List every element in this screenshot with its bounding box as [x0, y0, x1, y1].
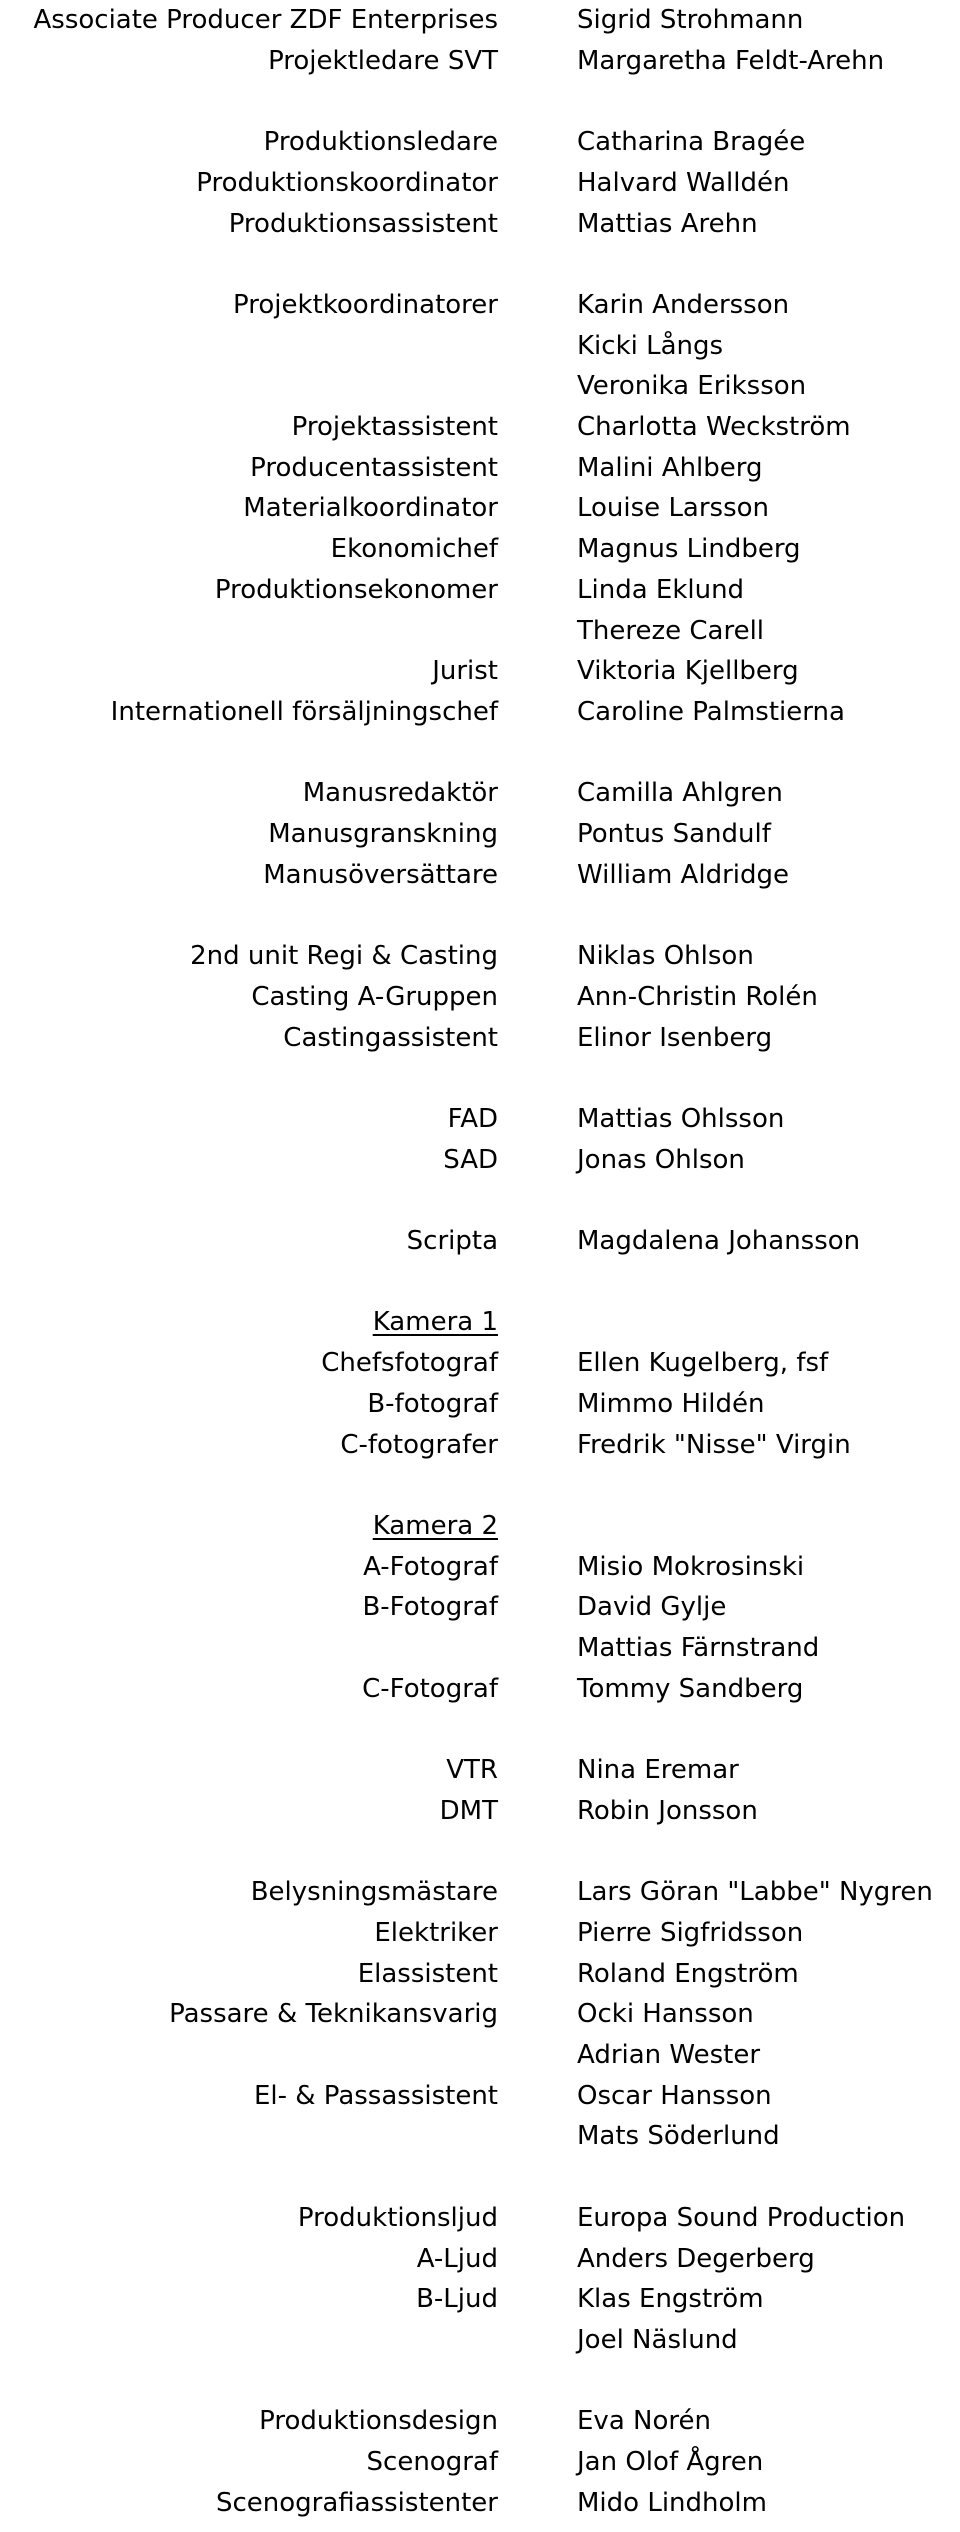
credit-row [0, 651, 960, 691]
credit-row [0, 2279, 960, 2319]
credit-role: Produktionsljud [297, 2202, 498, 2233]
credit-name: Fredrik "Nisse" Virgin [577, 1429, 851, 1460]
credit-row [0, 2320, 960, 2360]
credit-row [0, 366, 960, 406]
credit-name: Malini Ahlberg [577, 452, 763, 483]
credit-role: VTR [446, 1755, 498, 1786]
credit-name: Jonas Ohlson [577, 1144, 745, 1175]
credit-row [0, 1384, 960, 1424]
credit-role: Projektledare SVT [268, 45, 498, 76]
credit-row [0, 570, 960, 610]
credit-role: Manusgranskning [268, 819, 498, 849]
credit-role: Belysningsmästare [250, 1877, 498, 1908]
credit-role: Passare & Teknikansvarig [169, 1999, 498, 2030]
credit-name: Mido Lindholm [577, 2487, 767, 2518]
credit-name: Camilla Ahlgren [577, 778, 783, 809]
credit-name: Niklas Ohlson [577, 941, 754, 972]
credit-row [0, 814, 960, 854]
credit-row [0, 2483, 960, 2523]
section-heading: Kamera 1 [372, 1307, 498, 1338]
credit-role: Elektriker [374, 1917, 498, 1948]
credit-role: Projektkoordinatorer [233, 289, 498, 320]
credit-name: Elinor Isenberg [577, 1022, 773, 1053]
credit-name: Adrian Wester [577, 2040, 761, 2070]
credit-row [0, 692, 960, 732]
credit-name: Ocki Hansson [577, 1999, 754, 2030]
credit-role: C-fotografer [340, 1429, 498, 1460]
credit-row [0, 204, 960, 244]
credit-name: Kicki Långs [577, 330, 724, 361]
credit-row [0, 1669, 960, 1709]
credit-name: David Gylje [577, 1592, 727, 1623]
credit-name: Jan Olof Ågren [577, 2447, 764, 2477]
credit-role: Produktionsekonomer [214, 574, 498, 605]
credit-name: Roland Engström [577, 1958, 799, 1989]
credit-name: Caroline Palmstierna [577, 696, 845, 727]
credit-name: Ellen Kugelberg, fsf [577, 1348, 829, 1379]
credit-role: Jurist [432, 656, 498, 687]
credit-role: Scenografiassistenter [215, 2487, 498, 2518]
credit-role: Scripta [406, 1226, 498, 1256]
credit-name: Sigrid Strohmann [577, 5, 804, 35]
credit-name: Ann-Christin Rolén [577, 981, 818, 1012]
credit-name: Magnus Lindberg [577, 534, 801, 565]
credit-role: DMT [439, 1795, 498, 1826]
credit-name: Nina Eremar [577, 1755, 739, 1786]
credit-role: SAD [443, 1144, 498, 1175]
credit-row [0, 1547, 960, 1587]
credit-row [0, 1343, 960, 1383]
credit-name: Magdalena Johansson [577, 1226, 861, 1256]
credit-role: Produktionsdesign [259, 2406, 498, 2437]
credit-role: A-Fotograf [363, 1551, 498, 1582]
credit-role: Produktionsledare [263, 127, 498, 158]
credit-name: William Aldridge [577, 859, 789, 890]
credit-row [0, 1302, 960, 1342]
credit-role: Associate Producer ZDF Enterprises [33, 5, 498, 35]
credit-row [0, 1506, 960, 1546]
credit-row [0, 773, 960, 813]
credit-role: Manusredaktör [302, 778, 498, 809]
section-heading: Kamera 2 [372, 1510, 498, 1541]
credit-name: Mattias Arehn [577, 208, 758, 239]
credit-role: Projektassistent [291, 412, 498, 442]
credit-row [0, 2116, 960, 2156]
credit-row [0, 2239, 960, 2279]
credit-row [0, 1913, 960, 1953]
credit-row [0, 448, 960, 488]
credit-role: B-Fotograf [362, 1592, 498, 1623]
credit-name: Catharina Bragée [577, 127, 806, 158]
credit-role: Chefsfotograf [321, 1348, 498, 1379]
credit-name: Anders Degerberg [577, 2243, 815, 2274]
credit-role: Casting A-Gruppen [251, 981, 498, 1012]
credit-name: Europa Sound Production [577, 2202, 906, 2233]
credit-name: Tommy Sandberg [577, 1673, 804, 1704]
credit-name: Robin Jonsson [577, 1795, 758, 1826]
credit-name: Mattias Färnstrand [577, 1633, 820, 1663]
credit-name: Lars Göran "Labbe" Nygren [577, 1877, 933, 1908]
credit-name: Louise Larsson [577, 493, 770, 524]
credit-row [0, 611, 960, 651]
credit-role: Elassistent [357, 1958, 498, 1989]
credit-name: Oscar Hansson [577, 2080, 772, 2111]
credit-role: Produktionskoordinator [196, 167, 498, 198]
credit-name: Pierre Sigfridsson [577, 1917, 804, 1948]
credit-name: Joel Näslund [577, 2324, 738, 2355]
credit-row [0, 163, 960, 203]
credit-name: Mimmo Hildén [577, 1388, 765, 1419]
credit-name: Mattias Ohlsson [577, 1103, 785, 1134]
credit-role: Scenograf [366, 2447, 498, 2477]
credit-name: Veronika Eriksson [577, 371, 807, 402]
credit-name: Thereze Carell [577, 615, 765, 646]
credit-name: Klas Engström [577, 2284, 764, 2315]
credit-name: Charlotta Weckström [577, 412, 851, 442]
credit-row [0, 1018, 960, 1058]
credit-role: Produktionsassistent [228, 208, 498, 239]
credit-row [0, 2035, 960, 2075]
credit-row [0, 1425, 960, 1465]
credit-row [0, 2198, 960, 2238]
credit-row [0, 1587, 960, 1627]
credit-role: Producentassistent [250, 452, 498, 483]
credit-name: Halvard Walldén [577, 167, 790, 198]
credit-row [0, 2401, 960, 2441]
credit-name: Mats Söderlund [577, 2121, 780, 2152]
credit-name: Margaretha Feldt-Arehn [577, 45, 885, 76]
credit-row [0, 122, 960, 162]
credit-row [0, 1750, 960, 1790]
credit-row [0, 41, 960, 81]
credit-row [0, 1140, 960, 1180]
credit-row [0, 1221, 960, 1261]
credit-row [0, 1099, 960, 1139]
credit-role: Ekonomichef [330, 534, 498, 565]
credit-row [0, 977, 960, 1017]
credit-row [0, 407, 960, 447]
credit-role: El- & Passassistent [253, 2080, 498, 2111]
credit-role: A-Ljud [416, 2243, 498, 2274]
credit-role: B-fotograf [367, 1388, 498, 1419]
credit-role: Internationell försäljningschef [110, 696, 498, 727]
credit-row [0, 1954, 960, 1994]
credit-name: Linda Eklund [577, 574, 745, 605]
credit-role: Manusöversättare [263, 859, 498, 890]
credit-name: Karin Andersson [577, 289, 790, 320]
credit-row [0, 2076, 960, 2116]
credit-row [0, 326, 960, 366]
credit-row [0, 285, 960, 325]
credit-role: Castingassistent [283, 1022, 498, 1053]
credit-row [0, 529, 960, 569]
credit-role: 2nd unit Regi & Casting [190, 941, 498, 972]
credit-role: Materialkoordinator [243, 493, 498, 524]
credit-role: C-Fotograf [362, 1673, 498, 1704]
credit-row [0, 1628, 960, 1668]
credit-name: Misio Mokrosinski [577, 1551, 805, 1582]
credit-row [0, 1791, 960, 1831]
credit-row [0, 1994, 960, 2034]
credit-row [0, 0, 960, 40]
credit-role: B-Ljud [416, 2284, 498, 2315]
credit-name: Eva Norén [577, 2406, 711, 2437]
credit-row [0, 855, 960, 895]
credit-row [0, 936, 960, 976]
credit-row [0, 2442, 960, 2482]
credit-name: Viktoria Kjellberg [577, 656, 799, 687]
credit-row [0, 1872, 960, 1912]
credit-row [0, 488, 960, 528]
credit-role: FAD [447, 1103, 498, 1134]
credit-name: Pontus Sandulf [577, 819, 771, 849]
